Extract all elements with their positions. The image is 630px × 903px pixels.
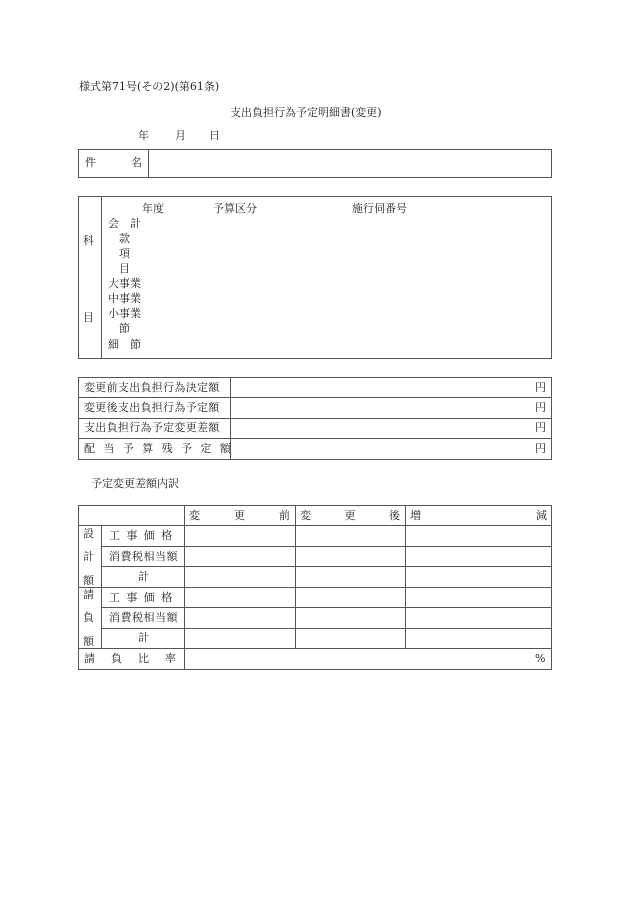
yen-unit: 円 [535, 401, 546, 414]
divider [78, 648, 552, 649]
divider [78, 587, 552, 588]
header-char: 更 [234, 509, 245, 522]
form-number: 様式第71号(その2)(第61条) [79, 80, 220, 93]
account-row-label: 細 節 [108, 338, 141, 351]
cell-diff[interactable] [408, 528, 550, 544]
header-after [300, 509, 400, 523]
divider [101, 628, 552, 629]
cell-after[interactable] [298, 569, 403, 585]
divider [101, 566, 552, 567]
header-char: 変 [189, 509, 200, 522]
cell-diff[interactable] [408, 549, 550, 565]
header-char: 変 [300, 509, 311, 522]
cell-before[interactable] [187, 631, 293, 647]
divider [405, 505, 406, 648]
account-row-label: 節 [119, 322, 130, 335]
header-char: 前 [279, 509, 290, 522]
cell-diff[interactable] [408, 631, 550, 647]
group-label-char: 額 [83, 574, 94, 587]
divider [78, 438, 552, 439]
execution-number-label: 施行伺番号 [352, 202, 407, 215]
cell-diff[interactable] [408, 569, 550, 585]
divider [78, 397, 552, 398]
subject-field[interactable] [152, 152, 548, 174]
amount-label: 変更前支出負担行為決定額 [84, 381, 220, 394]
yen-unit: 円 [535, 442, 546, 455]
cell-before[interactable] [187, 528, 293, 544]
account-row-label: 款 [119, 232, 130, 245]
yen-unit: 円 [535, 421, 546, 434]
row-label: 工事価格 [109, 591, 179, 604]
cell-before[interactable] [187, 610, 293, 626]
ratio-field[interactable] [188, 651, 528, 667]
header-char: 増 [410, 509, 421, 522]
row-label: 消費税相当額 [109, 611, 178, 624]
subject-label-left: 件 [85, 156, 96, 169]
group-label-char: 額 [83, 635, 94, 648]
divider [148, 149, 149, 178]
group-label-char: 請 [83, 588, 94, 601]
yen-unit: 円 [535, 381, 546, 394]
account-row-label: 小事業 [108, 307, 141, 320]
cell-after[interactable] [298, 549, 403, 565]
row-label: 計 [138, 631, 149, 644]
amount-label: 支出負担行為予定変更差額 [84, 421, 220, 434]
amount-label: 変更後支出負担行為予定額 [84, 401, 220, 414]
cell-before[interactable] [187, 590, 293, 606]
document-title: 支出負担行為予定明細書(変更) [230, 106, 382, 119]
group-label-char: 計 [83, 550, 94, 563]
divider [101, 525, 102, 648]
cell-before[interactable] [187, 549, 293, 565]
cell-after[interactable] [298, 590, 403, 606]
group-label-char: 設 [83, 527, 94, 540]
amount-field[interactable] [236, 380, 526, 396]
divider [101, 196, 102, 359]
divider [101, 607, 552, 608]
breakdown-section-title: 予定変更差額内訳 [91, 477, 179, 490]
account-side-label-top: 科 [83, 234, 94, 247]
header-char: 更 [344, 509, 356, 522]
row-label: 計 [138, 570, 149, 583]
amount-field[interactable] [236, 420, 526, 436]
header-diff [410, 509, 547, 523]
ratio-label: 請負比率 [84, 652, 192, 665]
subject-label-right: 名 [131, 156, 142, 169]
cell-after[interactable] [298, 610, 403, 626]
account-row-label: 中事業 [108, 292, 141, 305]
amount-field[interactable] [236, 400, 526, 416]
fiscal-year-label: 年度 [142, 202, 164, 215]
percent-unit: % [535, 652, 546, 665]
date-month-label: 月 [175, 129, 186, 142]
account-row-label: 大事業 [108, 277, 141, 290]
header-char: 後 [389, 509, 400, 522]
divider [78, 525, 552, 526]
cell-before[interactable] [187, 569, 293, 585]
divider [78, 418, 552, 419]
budget-category-label: 予算区分 [213, 202, 257, 215]
row-label: 工事価格 [109, 529, 179, 542]
account-box [78, 196, 552, 359]
amount-label: 配当予算残予定額 [84, 442, 240, 455]
date-year-label: 年 [138, 129, 149, 142]
account-row-label: 会 計 [108, 217, 141, 230]
cell-diff[interactable] [408, 610, 550, 626]
header-char: 減 [536, 509, 547, 522]
divider [101, 546, 552, 547]
account-row-label: 目 [119, 262, 130, 275]
date-day-label: 日 [209, 129, 220, 142]
amount-field[interactable] [236, 441, 526, 457]
row-label: 消費税相当額 [109, 550, 178, 563]
group-label-char: 負 [83, 611, 94, 624]
divider [184, 505, 185, 670]
header-before [189, 509, 290, 523]
account-row-label: 項 [119, 247, 130, 260]
cell-diff[interactable] [408, 590, 550, 606]
divider [295, 505, 296, 648]
account-side-label-bottom: 目 [83, 311, 94, 324]
cell-after[interactable] [298, 528, 403, 544]
cell-after[interactable] [298, 631, 403, 647]
